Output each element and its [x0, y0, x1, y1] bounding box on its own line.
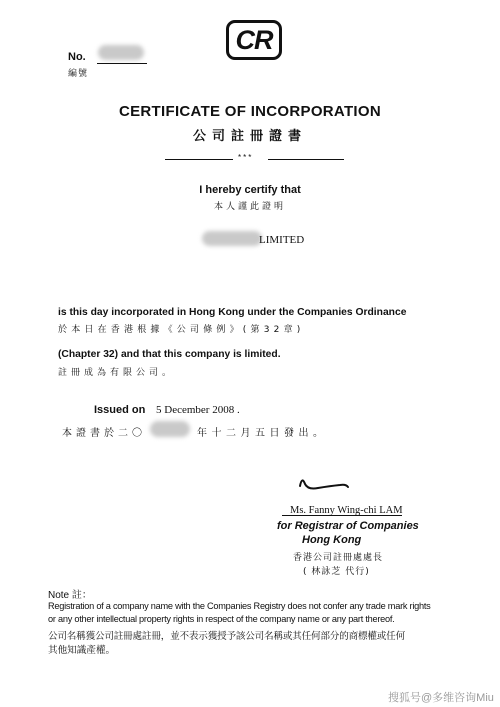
- cr-logo-text: CR: [235, 24, 273, 55]
- signatory-place: Hong Kong: [302, 534, 362, 546]
- certificate-title-zh: 公司註冊證書: [192, 129, 307, 144]
- body-line2: (Chapter 32) and that this company is limited.: [58, 349, 281, 360]
- divider-right: [268, 159, 344, 160]
- note-line4-zh: 其他知識產權。: [48, 645, 116, 656]
- company-name-redacted: [202, 231, 262, 246]
- divider-left: [165, 159, 233, 160]
- signature-mark: [296, 466, 356, 494]
- issued-year-redacted: [150, 421, 190, 437]
- signatory-acting-zh: ( 林詠芝 代行): [303, 567, 370, 577]
- no-label-zh: 編號: [68, 69, 89, 79]
- certify-text: I hereby certify that: [199, 184, 301, 196]
- issued-date: 5 December 2008 .: [156, 404, 240, 416]
- certify-text-zh: 本人謹此證明: [213, 202, 286, 212]
- divider-stars: ***: [238, 153, 254, 162]
- cr-logo: [226, 20, 282, 60]
- issued-label: Issued on: [94, 404, 146, 416]
- no-value-redacted: [98, 45, 144, 60]
- company-name-suffix: LIMITED: [259, 234, 305, 246]
- body-line1: is this day incorporated in Hong Kong under the Companies Ordinance: [58, 307, 407, 318]
- note-line3-zh: 公司名稱獲公司註冊處註冊，並不表示獲授予該公司名稱或其任何部分的商標權或任何: [48, 631, 405, 642]
- signatory-for: for Registrar of Companies: [277, 520, 419, 532]
- no-label: No.: [68, 51, 86, 63]
- note-line2: or any other intellectual property rights in respect of the company name or any part thereof.: [48, 614, 395, 624]
- certificate-title: CERTIFICATE OF INCORPORATION: [118, 103, 381, 120]
- signatory-title-zh: 香港公司註冊處處長: [293, 553, 384, 563]
- note-line1: Registration of a company name with the Companies Registry does not confer any trade mark rights: [48, 601, 431, 611]
- body-line1-zh: 於本日在香港根據《公司條例》(第32章): [58, 325, 305, 335]
- issued-zh-prefix: 本證書於二〇: [62, 428, 146, 439]
- signatory-name: Ms. Fanny Wing-chi LAM: [290, 505, 403, 516]
- note-label: Note 註：: [48, 590, 92, 601]
- issued-zh-suffix: 年十二月五日發出。: [197, 428, 328, 439]
- watermark: 搜狐号@多维咨询Miu: [388, 692, 494, 704]
- body-line2-zh: 註冊成為有限公司。: [58, 368, 176, 378]
- no-underline: [97, 63, 147, 64]
